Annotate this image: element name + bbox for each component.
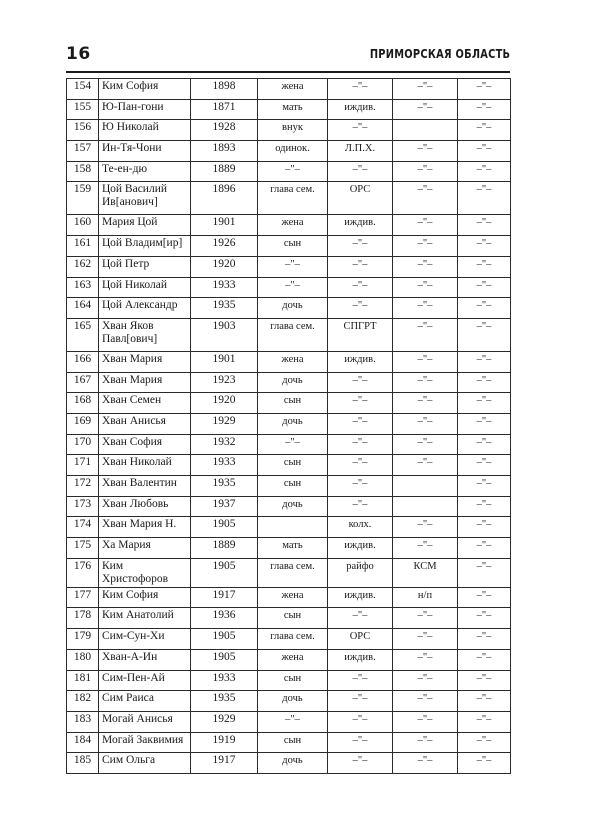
table-row — [67, 538, 511, 559]
table-row — [67, 753, 511, 774]
cell-birth-year: 1889 — [191, 538, 258, 559]
cell-birth-year: 1933 — [191, 455, 258, 476]
cell-row-number: 177 — [67, 587, 99, 608]
cell-extra-column: –"– — [458, 79, 511, 100]
table-row — [67, 455, 511, 476]
cell-row-number: 160 — [67, 215, 99, 236]
cell-person-name: Цой Владим[ир] — [99, 236, 191, 257]
cell-person-name: Ю Николай — [99, 120, 191, 141]
cell-party-status: –"– — [393, 434, 458, 455]
cell-family-relation: внук — [258, 120, 328, 141]
table-row — [67, 79, 511, 100]
cell-birth-year: 1937 — [191, 496, 258, 517]
cell-party-status: –"– — [393, 753, 458, 774]
cell-person-name: Могай Заквимия — [99, 732, 191, 753]
cell-row-number: 157 — [67, 141, 99, 162]
census-table-body — [67, 79, 511, 774]
cell-party-status: –"– — [393, 256, 458, 277]
cell-party-status: –"– — [393, 161, 458, 182]
table-row — [67, 413, 511, 434]
cell-person-name: Сим Раиса — [99, 691, 191, 712]
table-row — [67, 298, 511, 319]
cell-birth-year: 1919 — [191, 732, 258, 753]
cell-extra-column: –"– — [458, 351, 511, 372]
cell-birth-year: 1889 — [191, 161, 258, 182]
cell-row-number: 158 — [67, 161, 99, 182]
cell-person-name: Ким Христофоров — [99, 558, 191, 587]
cell-person-name: Цой Александр — [99, 298, 191, 319]
cell-family-relation: –"– — [258, 277, 328, 298]
cell-birth-year: 1903 — [191, 318, 258, 351]
cell-birth-year: 1920 — [191, 393, 258, 414]
cell-occupation: колх. — [328, 517, 393, 538]
cell-row-number: 183 — [67, 711, 99, 732]
header-rule — [66, 71, 510, 73]
table-row — [67, 711, 511, 732]
cell-occupation: иждив. — [328, 538, 393, 559]
cell-extra-column: –"– — [458, 753, 511, 774]
cell-party-status: –"– — [393, 215, 458, 236]
cell-family-relation: жена — [258, 649, 328, 670]
cell-row-number: 185 — [67, 753, 99, 774]
cell-family-relation: глава сем. — [258, 558, 328, 587]
cell-birth-year: 1896 — [191, 182, 258, 215]
cell-family-relation: жена — [258, 587, 328, 608]
cell-row-number: 178 — [67, 608, 99, 629]
cell-family-relation: глава сем. — [258, 318, 328, 351]
table-row — [67, 691, 511, 712]
cell-birth-year: 1898 — [191, 79, 258, 100]
table-row — [67, 732, 511, 753]
cell-occupation: –"– — [328, 608, 393, 629]
cell-birth-year: 1871 — [191, 99, 258, 120]
cell-occupation: –"– — [328, 455, 393, 476]
cell-party-status: –"– — [393, 517, 458, 538]
cell-party-status — [393, 120, 458, 141]
cell-family-relation: сын — [258, 670, 328, 691]
cell-birth-year: 1905 — [191, 517, 258, 538]
cell-party-status: –"– — [393, 629, 458, 650]
cell-family-relation: жена — [258, 79, 328, 100]
cell-occupation: –"– — [328, 161, 393, 182]
cell-family-relation: дочь — [258, 691, 328, 712]
cell-party-status: –"– — [393, 393, 458, 414]
cell-row-number: 173 — [67, 496, 99, 517]
cell-person-name: Те-ен-дю — [99, 161, 191, 182]
cell-extra-column: –"– — [458, 372, 511, 393]
cell-party-status: –"– — [393, 732, 458, 753]
cell-party-status: –"– — [393, 79, 458, 100]
cell-birth-year: 1935 — [191, 476, 258, 497]
cell-party-status: н/п — [393, 587, 458, 608]
cell-row-number: 156 — [67, 120, 99, 141]
cell-occupation: –"– — [328, 79, 393, 100]
cell-person-name: Мария Цой — [99, 215, 191, 236]
cell-extra-column: –"– — [458, 298, 511, 319]
cell-birth-year: 1923 — [191, 372, 258, 393]
cell-extra-column: –"– — [458, 649, 511, 670]
cell-extra-column: –"– — [458, 711, 511, 732]
cell-person-name: Хван София — [99, 434, 191, 455]
table-row — [67, 99, 511, 120]
cell-birth-year: 1933 — [191, 277, 258, 298]
cell-person-name: Хван Мария Н. — [99, 517, 191, 538]
cell-row-number: 175 — [67, 538, 99, 559]
cell-person-name: Хван Семен — [99, 393, 191, 414]
cell-row-number: 181 — [67, 670, 99, 691]
cell-occupation: –"– — [328, 413, 393, 434]
cell-birth-year: 1936 — [191, 608, 258, 629]
cell-birth-year: 1929 — [191, 711, 258, 732]
cell-family-relation: –"– — [258, 711, 328, 732]
cell-family-relation: дочь — [258, 413, 328, 434]
census-table — [66, 78, 511, 774]
cell-person-name: Могай Анисья — [99, 711, 191, 732]
cell-family-relation: глава сем. — [258, 629, 328, 650]
cell-person-name: Сим Ольга — [99, 753, 191, 774]
cell-party-status: –"– — [393, 182, 458, 215]
cell-family-relation: сын — [258, 455, 328, 476]
table-row — [67, 161, 511, 182]
cell-row-number: 184 — [67, 732, 99, 753]
cell-row-number: 170 — [67, 434, 99, 455]
cell-row-number: 165 — [67, 318, 99, 351]
cell-person-name: Хван Валентин — [99, 476, 191, 497]
cell-extra-column: –"– — [458, 182, 511, 215]
table-row — [67, 182, 511, 215]
cell-family-relation: –"– — [258, 256, 328, 277]
cell-extra-column: –"– — [458, 476, 511, 497]
cell-occupation: –"– — [328, 256, 393, 277]
cell-family-relation: дочь — [258, 298, 328, 319]
cell-extra-column: –"– — [458, 99, 511, 120]
cell-occupation: –"– — [328, 277, 393, 298]
cell-extra-column: –"– — [458, 141, 511, 162]
cell-extra-column: –"– — [458, 732, 511, 753]
cell-row-number: 155 — [67, 99, 99, 120]
cell-family-relation: сын — [258, 393, 328, 414]
cell-extra-column: –"– — [458, 691, 511, 712]
cell-row-number: 163 — [67, 277, 99, 298]
cell-occupation: Л.П.Х. — [328, 141, 393, 162]
table-row — [67, 608, 511, 629]
cell-extra-column: –"– — [458, 587, 511, 608]
table-row — [67, 120, 511, 141]
cell-occupation: –"– — [328, 120, 393, 141]
cell-occupation: –"– — [328, 496, 393, 517]
cell-extra-column: –"– — [458, 608, 511, 629]
cell-row-number: 174 — [67, 517, 99, 538]
table-row — [67, 629, 511, 650]
cell-party-status: –"– — [393, 538, 458, 559]
cell-row-number: 162 — [67, 256, 99, 277]
cell-extra-column: –"– — [458, 393, 511, 414]
cell-occupation: иждив. — [328, 215, 393, 236]
table-row — [67, 517, 511, 538]
cell-party-status: –"– — [393, 455, 458, 476]
cell-party-status: КСМ — [393, 558, 458, 587]
page-number: 16 — [66, 44, 91, 64]
cell-occupation: –"– — [328, 434, 393, 455]
cell-extra-column: –"– — [458, 434, 511, 455]
cell-person-name: Хван-А-Ин — [99, 649, 191, 670]
cell-row-number: 182 — [67, 691, 99, 712]
table-row — [67, 558, 511, 587]
cell-person-name: Хван Мария — [99, 351, 191, 372]
cell-person-name: Цой Николай — [99, 277, 191, 298]
cell-row-number: 179 — [67, 629, 99, 650]
cell-occupation: –"– — [328, 298, 393, 319]
cell-row-number: 180 — [67, 649, 99, 670]
cell-extra-column: –"– — [458, 670, 511, 691]
cell-birth-year: 1901 — [191, 351, 258, 372]
cell-party-status: –"– — [393, 99, 458, 120]
cell-family-relation: мать — [258, 99, 328, 120]
cell-occupation: –"– — [328, 393, 393, 414]
cell-occupation: ОРС — [328, 182, 393, 215]
cell-birth-year: 1905 — [191, 558, 258, 587]
cell-person-name: Ин-Тя-Чони — [99, 141, 191, 162]
cell-family-relation: сын — [258, 732, 328, 753]
cell-extra-column: –"– — [458, 120, 511, 141]
cell-person-name: Хван Анисья — [99, 413, 191, 434]
page-header — [66, 44, 510, 70]
cell-row-number: 168 — [67, 393, 99, 414]
cell-row-number: 176 — [67, 558, 99, 587]
cell-party-status: –"– — [393, 298, 458, 319]
cell-birth-year: 1928 — [191, 120, 258, 141]
cell-family-relation: жена — [258, 215, 328, 236]
cell-occupation: –"– — [328, 372, 393, 393]
cell-family-relation — [258, 517, 328, 538]
cell-extra-column: –"– — [458, 318, 511, 351]
cell-extra-column: –"– — [458, 517, 511, 538]
cell-birth-year: 1933 — [191, 670, 258, 691]
cell-party-status: –"– — [393, 318, 458, 351]
cell-person-name: Сим-Сун-Хи — [99, 629, 191, 650]
cell-birth-year: 1932 — [191, 434, 258, 455]
cell-party-status: –"– — [393, 277, 458, 298]
cell-person-name: Цой Василий Ив[анович] — [99, 182, 191, 215]
table-row — [67, 215, 511, 236]
cell-party-status: –"– — [393, 413, 458, 434]
cell-family-relation: дочь — [258, 496, 328, 517]
cell-person-name: Хван Яков Павл[ович] — [99, 318, 191, 351]
cell-party-status: –"– — [393, 670, 458, 691]
cell-extra-column: –"– — [458, 629, 511, 650]
cell-family-relation: сын — [258, 608, 328, 629]
cell-party-status: –"– — [393, 691, 458, 712]
cell-person-name: Хван Мария — [99, 372, 191, 393]
cell-family-relation: дочь — [258, 753, 328, 774]
table-row — [67, 649, 511, 670]
cell-family-relation: –"– — [258, 434, 328, 455]
cell-family-relation: одинок. — [258, 141, 328, 162]
cell-party-status: –"– — [393, 372, 458, 393]
table-row — [67, 351, 511, 372]
cell-extra-column: –"– — [458, 236, 511, 257]
cell-birth-year: 1935 — [191, 691, 258, 712]
cell-person-name: Ю-Пан-гони — [99, 99, 191, 120]
cell-row-number: 161 — [67, 236, 99, 257]
table-row — [67, 496, 511, 517]
cell-birth-year: 1917 — [191, 587, 258, 608]
cell-birth-year: 1917 — [191, 753, 258, 774]
cell-family-relation: дочь — [258, 372, 328, 393]
cell-birth-year: 1905 — [191, 629, 258, 650]
cell-occupation: –"– — [328, 732, 393, 753]
cell-birth-year: 1901 — [191, 215, 258, 236]
cell-extra-column: –"– — [458, 455, 511, 476]
cell-birth-year: 1905 — [191, 649, 258, 670]
cell-extra-column: –"– — [458, 558, 511, 587]
cell-row-number: 172 — [67, 476, 99, 497]
table-row — [67, 670, 511, 691]
cell-extra-column: –"– — [458, 277, 511, 298]
cell-row-number: 171 — [67, 455, 99, 476]
cell-row-number: 164 — [67, 298, 99, 319]
cell-occupation: –"– — [328, 476, 393, 497]
cell-occupation: иждив. — [328, 587, 393, 608]
cell-person-name: Хван Любовь — [99, 496, 191, 517]
cell-person-name: Сим-Пен-Ай — [99, 670, 191, 691]
cell-person-name: Ха Мария — [99, 538, 191, 559]
cell-person-name: Цой Петр — [99, 256, 191, 277]
cell-family-relation: –"– — [258, 161, 328, 182]
page-title: ПРИМОРСКАЯ ОБЛАСТЬ — [369, 47, 510, 61]
cell-occupation: иждив. — [328, 99, 393, 120]
cell-party-status: –"– — [393, 711, 458, 732]
cell-birth-year: 1893 — [191, 141, 258, 162]
cell-family-relation: сын — [258, 236, 328, 257]
cell-party-status: –"– — [393, 236, 458, 257]
cell-extra-column: –"– — [458, 496, 511, 517]
table-row — [67, 372, 511, 393]
cell-party-status: –"– — [393, 141, 458, 162]
cell-party-status: –"– — [393, 649, 458, 670]
cell-party-status — [393, 496, 458, 517]
cell-party-status: –"– — [393, 608, 458, 629]
cell-occupation: СПГРТ — [328, 318, 393, 351]
cell-family-relation: жена — [258, 351, 328, 372]
cell-family-relation: мать — [258, 538, 328, 559]
cell-extra-column: –"– — [458, 215, 511, 236]
cell-family-relation: сын — [258, 476, 328, 497]
cell-party-status — [393, 476, 458, 497]
table-row — [67, 318, 511, 351]
cell-birth-year: 1920 — [191, 256, 258, 277]
cell-birth-year: 1926 — [191, 236, 258, 257]
cell-person-name: Хван Николай — [99, 455, 191, 476]
cell-row-number: 167 — [67, 372, 99, 393]
cell-occupation: иждив. — [328, 351, 393, 372]
cell-person-name: Ким Анатолий — [99, 608, 191, 629]
cell-extra-column: –"– — [458, 161, 511, 182]
cell-family-relation: глава сем. — [258, 182, 328, 215]
cell-birth-year: 1929 — [191, 413, 258, 434]
cell-occupation: –"– — [328, 670, 393, 691]
table-row — [67, 476, 511, 497]
cell-extra-column: –"– — [458, 413, 511, 434]
cell-occupation: райфо — [328, 558, 393, 587]
cell-row-number: 169 — [67, 413, 99, 434]
cell-occupation: ОРС — [328, 629, 393, 650]
table-row — [67, 393, 511, 414]
table-row — [67, 277, 511, 298]
table-row — [67, 236, 511, 257]
cell-extra-column: –"– — [458, 538, 511, 559]
cell-row-number: 154 — [67, 79, 99, 100]
cell-occupation: –"– — [328, 691, 393, 712]
cell-birth-year: 1935 — [191, 298, 258, 319]
table-row — [67, 434, 511, 455]
cell-person-name: Ким София — [99, 587, 191, 608]
table-row — [67, 256, 511, 277]
cell-occupation: иждив. — [328, 649, 393, 670]
cell-row-number: 166 — [67, 351, 99, 372]
cell-extra-column: –"– — [458, 256, 511, 277]
cell-row-number: 159 — [67, 182, 99, 215]
cell-occupation: –"– — [328, 753, 393, 774]
cell-occupation: –"– — [328, 711, 393, 732]
cell-party-status: –"– — [393, 351, 458, 372]
table-row — [67, 587, 511, 608]
cell-occupation: –"– — [328, 236, 393, 257]
cell-person-name: Ким София — [99, 79, 191, 100]
table-row — [67, 141, 511, 162]
